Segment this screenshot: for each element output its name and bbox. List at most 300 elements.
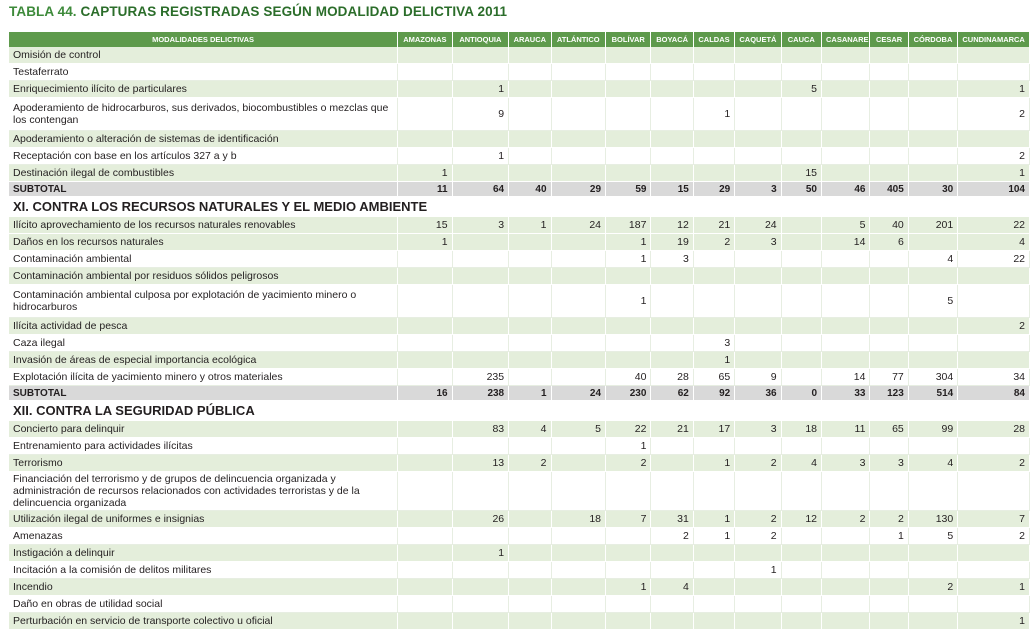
cell-value (651, 455, 693, 472)
cell-value: 1 (606, 234, 651, 251)
table-row (9, 81, 1030, 98)
table-row (9, 98, 1030, 131)
cell-value (958, 47, 1030, 64)
cell-value: 304 (908, 369, 957, 386)
table-row (9, 148, 1030, 165)
cell-value (509, 562, 551, 579)
cell-value: 14 (822, 369, 870, 386)
cell-value (651, 131, 693, 148)
cell-value (651, 438, 693, 455)
cell-value: 4 (781, 455, 821, 472)
cell-value (509, 268, 551, 285)
cell-value (452, 47, 509, 64)
cell-value (509, 81, 551, 98)
cell-value (606, 352, 651, 369)
table-row (9, 511, 1030, 528)
cell-value (606, 165, 651, 182)
cell-value: 18 (551, 511, 606, 528)
cell-value (606, 472, 651, 511)
cell-value (781, 579, 821, 596)
cell-value (958, 438, 1030, 455)
cell-value (509, 528, 551, 545)
cell-value (551, 98, 606, 131)
cell-value: 2 (509, 455, 551, 472)
cell-value (398, 562, 453, 579)
cell-value: 1 (958, 81, 1030, 98)
cell-value (822, 596, 870, 613)
cell-value (551, 545, 606, 562)
cell-value: 0 (781, 386, 821, 401)
cell-value (781, 217, 821, 234)
cell-value (509, 579, 551, 596)
cell-value (908, 64, 957, 81)
cell-value (735, 268, 781, 285)
row-label: Destinación ilegal de combustibles (9, 165, 398, 182)
cell-value (735, 472, 781, 511)
cell-value (908, 596, 957, 613)
row-label: Terrorismo (9, 455, 398, 472)
cell-value (551, 131, 606, 148)
captures-table (9, 32, 1030, 630)
cell-value (735, 131, 781, 148)
cell-value (693, 472, 734, 511)
cell-value: 2 (651, 528, 693, 545)
cell-value: 5 (551, 421, 606, 438)
cell-value: 5 (822, 217, 870, 234)
cell-value (509, 438, 551, 455)
cell-value (551, 285, 606, 318)
cell-value (398, 455, 453, 472)
cell-value (509, 165, 551, 182)
cell-value: 28 (958, 421, 1030, 438)
cell-value (398, 438, 453, 455)
cell-value (781, 596, 821, 613)
cell-value: 29 (551, 182, 606, 197)
table-row (9, 545, 1030, 562)
cell-value (606, 613, 651, 630)
cell-value: 4 (958, 234, 1030, 251)
cell-value (398, 268, 453, 285)
cell-value (735, 285, 781, 318)
cell-value (398, 47, 453, 64)
cell-value (870, 596, 908, 613)
cell-value (509, 545, 551, 562)
cell-value (651, 98, 693, 131)
cell-value: 2 (908, 579, 957, 596)
cell-value (398, 81, 453, 98)
cell-value (551, 455, 606, 472)
cell-value (509, 511, 551, 528)
cell-value (509, 234, 551, 251)
cell-value (735, 579, 781, 596)
cell-value (452, 131, 509, 148)
cell-value (870, 318, 908, 335)
cell-value: 22 (958, 251, 1030, 268)
row-label: Explotación ilícita de yacimiento minero y otros materiales (9, 369, 398, 386)
cell-value (551, 438, 606, 455)
column-header-department: AMAZONAS (398, 32, 453, 47)
cell-value (606, 545, 651, 562)
cell-value (509, 596, 551, 613)
cell-value (908, 47, 957, 64)
cell-value (651, 268, 693, 285)
cell-value: 4 (908, 455, 957, 472)
cell-value: 21 (693, 217, 734, 234)
cell-value (908, 472, 957, 511)
cell-value (958, 596, 1030, 613)
table-row (9, 562, 1030, 579)
cell-value (398, 285, 453, 318)
cell-value (735, 81, 781, 98)
cell-value (870, 438, 908, 455)
cell-value (606, 148, 651, 165)
cell-value (509, 472, 551, 511)
cell-value (509, 352, 551, 369)
row-label: Instigación a delinquir (9, 545, 398, 562)
table-title (9, 4, 507, 19)
cell-value (908, 234, 957, 251)
cell-value (822, 352, 870, 369)
cell-value: 64 (452, 182, 509, 197)
cell-value (781, 438, 821, 455)
cell-value: 18 (781, 421, 821, 438)
cell-value (509, 285, 551, 318)
cell-value: 2 (958, 528, 1030, 545)
cell-value: 5 (908, 528, 957, 545)
table-row (9, 455, 1030, 472)
column-header-department: CESAR (870, 32, 908, 47)
cell-value (452, 318, 509, 335)
cell-value: 1 (606, 438, 651, 455)
cell-value (781, 148, 821, 165)
cell-value (551, 369, 606, 386)
cell-value: 3 (651, 251, 693, 268)
cell-value (651, 165, 693, 182)
cell-value: 21 (651, 421, 693, 438)
cell-value (452, 613, 509, 630)
row-label: Enriquecimiento ilícito de particulares (9, 81, 398, 98)
cell-value: 3 (693, 335, 734, 352)
cell-value (693, 596, 734, 613)
column-header-modalidades: MODALIDADES DELICTIVAS (9, 32, 398, 47)
cell-value: 2 (958, 318, 1030, 335)
cell-value (870, 165, 908, 182)
cell-value (606, 596, 651, 613)
cell-value (781, 131, 821, 148)
cell-value: 28 (651, 369, 693, 386)
cell-value (651, 352, 693, 369)
cell-value (693, 148, 734, 165)
cell-value (651, 472, 693, 511)
cell-value (398, 98, 453, 131)
row-label: Contaminación ambiental culposa por explotación de yacimiento minero o hidrocarburos (9, 285, 398, 318)
row-label: Daños en los recursos naturales (9, 234, 398, 251)
cell-value: 77 (870, 369, 908, 386)
cell-value (551, 562, 606, 579)
cell-value (870, 613, 908, 630)
row-label: Apoderamiento de hidrocarburos, sus derivados, biocombustibles o mezclas que los contengan (9, 98, 398, 131)
row-label: Testaferrato (9, 64, 398, 81)
cell-value (908, 81, 957, 98)
cell-value: 22 (958, 217, 1030, 234)
cell-value: 1 (606, 285, 651, 318)
cell-value (822, 251, 870, 268)
cell-value (822, 613, 870, 630)
cell-value (398, 131, 453, 148)
cell-value: 1 (693, 352, 734, 369)
cell-value (781, 472, 821, 511)
cell-value (870, 545, 908, 562)
cell-value: 2 (735, 528, 781, 545)
table-row (9, 217, 1030, 234)
cell-value (908, 613, 957, 630)
cell-value: 7 (958, 511, 1030, 528)
cell-value (908, 545, 957, 562)
cell-value (781, 613, 821, 630)
table-body (9, 47, 1030, 630)
column-header-department: ATLÁNTICO (551, 32, 606, 47)
cell-value: 3 (735, 421, 781, 438)
cell-value (693, 165, 734, 182)
row-label: Financiación del terrorismo y de grupos de delincuencia organizada y administración de recursos relacionados con actividades terroristas y de la delincuencia organizada (9, 472, 398, 511)
cell-value (781, 369, 821, 386)
cell-value (551, 528, 606, 545)
cell-value: 92 (693, 386, 734, 401)
table-row (9, 318, 1030, 335)
cell-value (870, 98, 908, 131)
cell-value (735, 64, 781, 81)
cell-value: 1 (735, 562, 781, 579)
cell-value (651, 47, 693, 64)
cell-value (908, 148, 957, 165)
cell-value: 1 (693, 511, 734, 528)
cell-value: 22 (606, 421, 651, 438)
cell-value: 405 (870, 182, 908, 197)
cell-value (693, 47, 734, 64)
cell-value (551, 596, 606, 613)
cell-value (870, 251, 908, 268)
cell-value (822, 438, 870, 455)
cell-value (693, 579, 734, 596)
cell-value: 40 (509, 182, 551, 197)
cell-value: 1 (509, 217, 551, 234)
cell-value (606, 318, 651, 335)
section-header-row (9, 401, 1030, 421)
cell-value (398, 369, 453, 386)
cell-value: 1 (452, 148, 509, 165)
cell-value: 1 (958, 613, 1030, 630)
cell-value (693, 81, 734, 98)
cell-value (735, 438, 781, 455)
cell-value (606, 562, 651, 579)
column-header-department: CÓRDOBA (908, 32, 957, 47)
cell-value: 2 (822, 511, 870, 528)
cell-value: 19 (651, 234, 693, 251)
cell-value (735, 47, 781, 64)
cell-value (452, 285, 509, 318)
cell-value (958, 268, 1030, 285)
cell-value (693, 251, 734, 268)
cell-value (781, 352, 821, 369)
cell-value: 24 (551, 217, 606, 234)
cell-value (735, 335, 781, 352)
cell-value (509, 47, 551, 64)
cell-value (908, 352, 957, 369)
cell-value: 1 (452, 545, 509, 562)
cell-value (735, 251, 781, 268)
cell-value (822, 268, 870, 285)
cell-value (908, 335, 957, 352)
row-label: Amenazas (9, 528, 398, 545)
section-header-row (9, 197, 1030, 217)
cell-value (693, 64, 734, 81)
cell-value (551, 352, 606, 369)
cell-value (735, 613, 781, 630)
column-header-department: CAUCA (781, 32, 821, 47)
cell-value (735, 352, 781, 369)
cell-value (452, 335, 509, 352)
cell-value: 1 (452, 81, 509, 98)
table-caption: CAPTURAS REGISTRADAS SEGÚN MODALIDAD DELICTIVA 2011 (80, 4, 508, 19)
table-row (9, 528, 1030, 545)
cell-value (693, 562, 734, 579)
cell-value: 3 (735, 234, 781, 251)
cell-value: 16 (398, 386, 453, 401)
cell-value (822, 472, 870, 511)
cell-value (870, 268, 908, 285)
cell-value (651, 318, 693, 335)
cell-value (822, 81, 870, 98)
cell-value: 15 (398, 217, 453, 234)
row-label: Contaminación ambiental (9, 251, 398, 268)
table-number: TABLA 44. (9, 4, 77, 19)
cell-value: 13 (452, 455, 509, 472)
cell-value: 1 (870, 528, 908, 545)
cell-value (509, 131, 551, 148)
cell-value: 15 (651, 182, 693, 197)
cell-value (398, 421, 453, 438)
cell-value: 36 (735, 386, 781, 401)
row-label: Contaminación ambiental por residuos sólidos peligrosos (9, 268, 398, 285)
cell-value (398, 596, 453, 613)
cell-value (958, 64, 1030, 81)
cell-value (398, 511, 453, 528)
cell-value (781, 268, 821, 285)
cell-value (452, 165, 509, 182)
cell-value (398, 64, 453, 81)
table-row (9, 352, 1030, 369)
cell-value (606, 64, 651, 81)
cell-value: 14 (822, 234, 870, 251)
subtotal-row (9, 386, 1030, 401)
row-label: Ilícito aprovechamiento de los recursos naturales renovables (9, 217, 398, 234)
row-label: SUBTOTAL (9, 182, 398, 197)
cell-value (398, 318, 453, 335)
cell-value: 238 (452, 386, 509, 401)
column-header-department: CASANARE (822, 32, 870, 47)
cell-value: 3 (735, 182, 781, 197)
cell-value: 1 (398, 165, 453, 182)
cell-value: 3 (452, 217, 509, 234)
header-row (9, 32, 1030, 47)
row-label: Caza ilegal (9, 335, 398, 352)
cell-value (781, 98, 821, 131)
row-label: SUBTOTAL (9, 386, 398, 401)
cell-value (651, 148, 693, 165)
cell-value (693, 613, 734, 630)
section-title: XI. CONTRA LOS RECURSOS NATURALES Y EL MEDIO AMBIENTE (9, 197, 1030, 217)
cell-value (822, 579, 870, 596)
cell-value (509, 251, 551, 268)
cell-value (606, 268, 651, 285)
cell-value (551, 579, 606, 596)
cell-value: 5 (908, 285, 957, 318)
cell-value (908, 268, 957, 285)
cell-value (551, 148, 606, 165)
cell-value (651, 81, 693, 98)
cell-value (870, 131, 908, 148)
cell-value (452, 579, 509, 596)
cell-value (781, 64, 821, 81)
cell-value (452, 352, 509, 369)
table-row (9, 47, 1030, 64)
cell-value: 62 (651, 386, 693, 401)
cell-value: 1 (958, 165, 1030, 182)
cell-value: 1 (693, 528, 734, 545)
cell-value (870, 285, 908, 318)
cell-value (781, 285, 821, 318)
cell-value: 5 (781, 81, 821, 98)
cell-value (735, 98, 781, 131)
cell-value: 65 (693, 369, 734, 386)
row-label: Ilícita actividad de pesca (9, 318, 398, 335)
row-label: Entrenamiento para actividades ilícitas (9, 438, 398, 455)
cell-value (452, 596, 509, 613)
cell-value (908, 318, 957, 335)
cell-value (398, 579, 453, 596)
table-row (9, 268, 1030, 285)
cell-value: 4 (908, 251, 957, 268)
cell-value (606, 47, 651, 64)
cell-value: 65 (870, 421, 908, 438)
cell-value: 2 (693, 234, 734, 251)
cell-value (551, 318, 606, 335)
cell-value: 4 (509, 421, 551, 438)
cell-value (398, 251, 453, 268)
row-label: Omisión de control (9, 47, 398, 64)
cell-value: 235 (452, 369, 509, 386)
cell-value: 514 (908, 386, 957, 401)
cell-value (509, 335, 551, 352)
cell-value: 15 (781, 165, 821, 182)
cell-value (958, 285, 1030, 318)
cell-value (651, 335, 693, 352)
cell-value (735, 545, 781, 562)
cell-value (551, 234, 606, 251)
cell-value: 29 (693, 182, 734, 197)
cell-value (822, 528, 870, 545)
row-label: Incitación a la comisión de delitos militares (9, 562, 398, 579)
cell-value: 230 (606, 386, 651, 401)
cell-value: 59 (606, 182, 651, 197)
cell-value (398, 545, 453, 562)
cell-value (551, 472, 606, 511)
column-header-department: CAQUETÁ (735, 32, 781, 47)
cell-value (822, 47, 870, 64)
cell-value (822, 148, 870, 165)
cell-value (693, 285, 734, 318)
cell-value (509, 64, 551, 81)
